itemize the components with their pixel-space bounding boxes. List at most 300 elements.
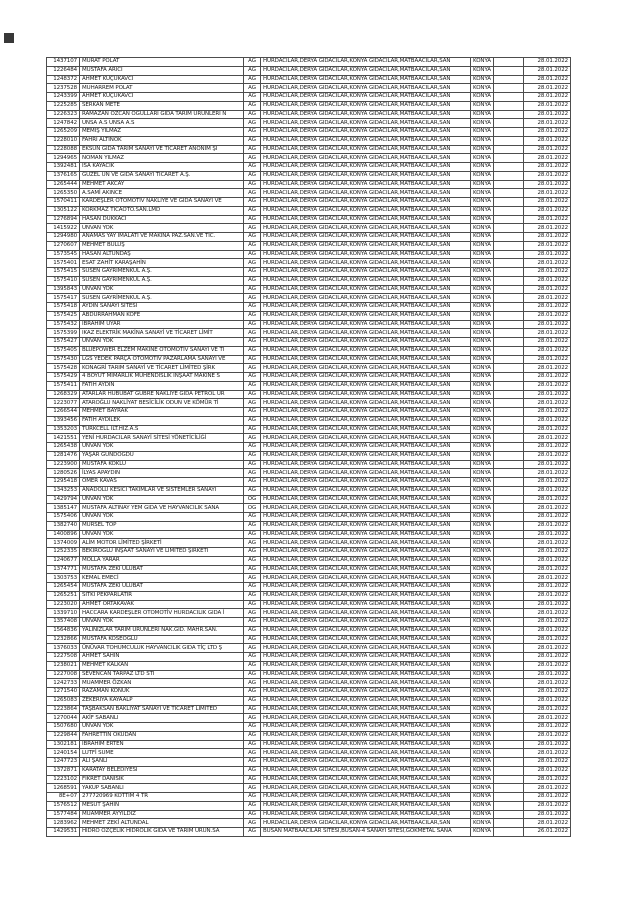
cell-code: AG — [244, 539, 261, 548]
cell-group: HURDACILAR,DERYA GIDACILAR,KONYA GIDACILAR,MATBAACILAR,SAN — [261, 259, 471, 268]
cell-code: AG — [244, 443, 261, 452]
cell-code: AG — [244, 749, 261, 758]
cell-city: KONYA — [471, 784, 494, 793]
cell-name: MEHMET KALKAN — [80, 661, 244, 670]
cell-code: AG — [244, 819, 261, 828]
cell-city: KONYA — [471, 110, 494, 119]
cell-code: AG — [244, 154, 261, 163]
cell-date: 28.01.2022 — [524, 451, 571, 460]
cell-name: UNSA A.S UNSA A.S — [80, 119, 244, 128]
cell-code: AG — [244, 259, 261, 268]
cell-extra — [494, 276, 524, 285]
cell-code: AG — [244, 679, 261, 688]
table-row — [47, 294, 571, 303]
cell-id: 1223020 — [47, 600, 80, 609]
cell-date: 28.01.2022 — [524, 723, 571, 732]
cell-date: 26.01.2022 — [524, 828, 571, 837]
cell-id: 1294965 — [47, 154, 80, 163]
cell-code: AG — [244, 390, 261, 399]
cell-city: KONYA — [471, 723, 494, 732]
cell-date: 28.01.2022 — [524, 469, 571, 478]
cell-id: 1240677 — [47, 556, 80, 565]
cell-extra — [494, 626, 524, 635]
cell-extra — [494, 198, 524, 207]
cell-group: HURDACILAR,DERYA GIDACILAR,KONYA GIDACILAR,MATBAACILAR,SAN — [261, 539, 471, 548]
cell-date: 28.01.2022 — [524, 819, 571, 828]
cell-name: MUSTAFA ZEKİ ULUBAT — [80, 583, 244, 592]
cell-name: ZEKERİYA KAYAALP — [80, 696, 244, 705]
cell-extra — [494, 285, 524, 294]
table-row — [47, 259, 571, 268]
cell-group: HURDACILAR,DERYA GIDACILAR,KONYA GIDACILAR,MATBAACILAR,SAN — [261, 399, 471, 408]
cell-city: KONYA — [471, 399, 494, 408]
cell-date: 28.01.2022 — [524, 591, 571, 600]
cell-extra — [494, 530, 524, 539]
cell-extra — [494, 416, 524, 425]
cell-name: BLUEPOWER ELZEM MAKİNE OTOMOTİV SANAYİ VE Tİ — [80, 346, 244, 355]
cell-extra — [494, 320, 524, 329]
cell-id: 1302181 — [47, 740, 80, 749]
cell-date: 28.01.2022 — [524, 801, 571, 810]
cell-group: HURDACILAR,DERYA GIDACILAR,KONYA GIDACILAR,MATBAACILAR,SAN — [261, 583, 471, 592]
cell-id: 1265350 — [47, 189, 80, 198]
cell-date: 28.01.2022 — [524, 198, 571, 207]
cell-name: AYDIN SANAYİ SİTESİ — [80, 303, 244, 312]
cell-extra — [494, 329, 524, 338]
cell-group: HURDACILAR,DERYA GIDACILAR,KONYA GIDACILAR,MATBAACILAR,SAN — [261, 276, 471, 285]
cell-city: KONYA — [471, 504, 494, 513]
cell-group: HURDACILAR,DERYA GIDACILAR,KONYA GIDACILAR,MATBAACILAR,SAN — [261, 206, 471, 215]
table-row — [47, 793, 571, 802]
cell-date: 28.01.2022 — [524, 399, 571, 408]
cell-date: 28.01.2022 — [524, 154, 571, 163]
cell-group: HURDACILAR,DERYA GIDACILAR,KONYA GIDACILAR,MATBAACILAR,SAN — [261, 469, 471, 478]
cell-group: HURDACILAR,DERYA GIDACILAR,KONYA GIDACILAR,MATBAACILAR,SAN — [261, 521, 471, 530]
cell-id: 1227508 — [47, 653, 80, 662]
cell-group: HURDACILAR,DERYA GIDACILAR,KONYA GIDACILAR,MATBAACILAR,SAN — [261, 626, 471, 635]
cell-group: HURDACILAR,DERYA GIDACILAR,KONYA GIDACILAR,MATBAACILAR,SAN — [261, 723, 471, 732]
cell-name: LGS YEDEK PARÇA OTOMOTİV PAZARLAMA SANAYİ VE — [80, 355, 244, 364]
cell-name: YALINIZLAR TARIM ÜRÜNLERİ NAK.GID. MAHR.SAN. — [80, 626, 244, 635]
cell-code: AG — [244, 381, 261, 390]
cell-extra — [494, 189, 524, 198]
cell-date: 28.01.2022 — [524, 285, 571, 294]
cell-date: 28.01.2022 — [524, 661, 571, 670]
cell-group: HURDACILAR,DERYA GIDACILAR,KONYA GIDACILAR,MATBAACILAR,SAN — [261, 758, 471, 767]
cell-code: AG — [244, 775, 261, 784]
cell-city: KONYA — [471, 661, 494, 670]
cell-date: 28.01.2022 — [524, 250, 571, 259]
cell-date: 28.01.2022 — [524, 679, 571, 688]
cell-group: HURDACILAR,DERYA GIDACILAR,KONYA GIDACILAR,MATBAACILAR,SAN — [261, 58, 471, 67]
cell-code: AG — [244, 145, 261, 154]
registry-table-body — [47, 58, 571, 837]
cell-name: UNVAN YOK — [80, 618, 244, 627]
cell-extra — [494, 670, 524, 679]
cell-group: HURDACILAR,DERYA GIDACILAR,KONYA GIDACILAR,MATBAACILAR,SAN — [261, 460, 471, 469]
cell-group: HURDACILAR,DERYA GIDACILAR,KONYA GIDACILAR,MATBAACILAR,SAN — [261, 705, 471, 714]
table-row — [47, 618, 571, 627]
cell-city: KONYA — [471, 775, 494, 784]
cell-city: KONYA — [471, 329, 494, 338]
cell-extra — [494, 268, 524, 277]
table-row — [47, 416, 571, 425]
table-row — [47, 513, 571, 522]
cell-code: AG — [244, 373, 261, 382]
cell-date: 28.01.2022 — [524, 495, 571, 504]
cell-extra — [494, 749, 524, 758]
cell-name: LUTFİ SUME — [80, 749, 244, 758]
cell-extra — [494, 259, 524, 268]
cell-extra — [494, 600, 524, 609]
cell-city: KONYA — [471, 583, 494, 592]
cell-date: 28.01.2022 — [524, 390, 571, 399]
cell-code: AG — [244, 714, 261, 723]
cell-name: TAŞBAKSAN BAKLİYAT SANAYİ VE TİCARET LİMİTED — [80, 705, 244, 714]
cell-extra — [494, 303, 524, 312]
cell-date: 28.01.2022 — [524, 364, 571, 373]
cell-extra — [494, 110, 524, 119]
cell-code: AG — [244, 705, 261, 714]
cell-date: 28.01.2022 — [524, 189, 571, 198]
cell-group: HURDACILAR,DERYA GIDACILAR,KONYA GIDACILAR,MATBAACILAR,SAN — [261, 338, 471, 347]
table-row — [47, 180, 571, 189]
cell-extra — [494, 548, 524, 557]
cell-group: HURDACILAR,DERYA GIDACILAR,KONYA GIDACILAR,MATBAACILAR,SAN — [261, 740, 471, 749]
cell-name: YENİ HURDACILAR SANAYİ SİTESİ YÖNETİCİLİĞİ — [80, 434, 244, 443]
cell-group: HURDACILAR,DERYA GIDACILAR,KONYA GIDACILAR,MATBAACILAR,SAN — [261, 661, 471, 670]
table-row — [47, 268, 571, 277]
cell-id: 1270607 — [47, 241, 80, 250]
table-row — [47, 626, 571, 635]
cell-id: 1225285 — [47, 101, 80, 110]
cell-date: 28.01.2022 — [524, 434, 571, 443]
cell-id: 1281476 — [47, 451, 80, 460]
cell-name: IKAZ ELEKTRİK MAKİNA SANAYİ VE TİCARET LİMİT — [80, 329, 244, 338]
cell-group: HURDACILAR,DERYA GIDACILAR,KONYA GIDACILAR,MATBAACILAR,SAN — [261, 364, 471, 373]
cell-name: HACCARA KARDEŞLER OTOMOTİV HURDACILIK GIDA İ — [80, 609, 244, 618]
cell-name: KARATAY BELEDİYESİ — [80, 766, 244, 775]
cell-date: 28.01.2022 — [524, 548, 571, 557]
cell-id: 1223900 — [47, 460, 80, 469]
cell-id: 1243399 — [47, 93, 80, 102]
cell-name: KORKMAZ TİCAOTO.SAN.LMD — [80, 206, 244, 215]
cell-city: KONYA — [471, 303, 494, 312]
cell-group: HURDACILAR,DERYA GIDACILAR,KONYA GIDACILAR,MATBAACILAR,SAN — [261, 180, 471, 189]
cell-code: AG — [244, 163, 261, 172]
cell-code: AG — [244, 828, 261, 837]
cell-city: KONYA — [471, 136, 494, 145]
cell-group: HURDACILAR,DERYA GIDACILAR,KONYA GIDACILAR,MATBAACILAR,SAN — [261, 714, 471, 723]
cell-code: AG — [244, 399, 261, 408]
cell-name: UNVAN YOK — [80, 338, 244, 347]
cell-city: KONYA — [471, 486, 494, 495]
cell-date: 28.01.2022 — [524, 478, 571, 487]
table-row — [47, 346, 571, 355]
cell-group: HURDACILAR,DERYA GIDACILAR,KONYA GIDACILAR,MATBAACILAR,SAN — [261, 390, 471, 399]
cell-id: 1575425 — [47, 311, 80, 320]
cell-id: 1247842 — [47, 119, 80, 128]
cell-code: AG — [244, 565, 261, 574]
cell-id: 1295418 — [47, 478, 80, 487]
cell-extra — [494, 128, 524, 137]
cell-name: MEHMET BAYRAK — [80, 408, 244, 417]
cell-code: AG — [244, 338, 261, 347]
table-row — [47, 828, 571, 837]
cell-code: AG — [244, 644, 261, 653]
cell-code: AG — [244, 591, 261, 600]
cell-date: 28.01.2022 — [524, 58, 571, 67]
cell-extra — [494, 460, 524, 469]
cell-date: 28.01.2022 — [524, 408, 571, 417]
cell-id: 1570411 — [47, 198, 80, 207]
cell-date: 28.01.2022 — [524, 574, 571, 583]
cell-extra — [494, 521, 524, 530]
cell-id: 1575405 — [47, 346, 80, 355]
table-row — [47, 119, 571, 128]
cell-id: 1339710 — [47, 609, 80, 618]
cell-id: 1575411 — [47, 381, 80, 390]
cell-code: AG — [244, 801, 261, 810]
cell-city: KONYA — [471, 268, 494, 277]
cell-city: KONYA — [471, 609, 494, 618]
table-row — [47, 688, 571, 697]
cell-code: AG — [244, 250, 261, 259]
cell-id: 1266544 — [47, 408, 80, 417]
cell-group: HURDACILAR,DERYA GIDACILAR,KONYA GIDACILAR,MATBAACILAR,SAN — [261, 425, 471, 434]
cell-id: 1575418 — [47, 303, 80, 312]
cell-group: HURDACILAR,DERYA GIDACILAR,KONYA GIDACILAR,MATBAACILAR,SAN — [261, 766, 471, 775]
cell-extra — [494, 233, 524, 242]
cell-id: 1392481 — [47, 163, 80, 172]
cell-id: 1303753 — [47, 574, 80, 583]
cell-extra — [494, 565, 524, 574]
table-row — [47, 775, 571, 784]
cell-id: 1575430 — [47, 355, 80, 364]
cell-date: 28.01.2022 — [524, 119, 571, 128]
cell-extra — [494, 478, 524, 487]
cell-name: YAKUP SABANLI — [80, 784, 244, 793]
cell-code: OG — [244, 504, 261, 513]
cell-city: KONYA — [471, 320, 494, 329]
cell-name: MUAMMER ÖZKAN — [80, 679, 244, 688]
cell-name: MUSTAFA KÖSEOĞLU — [80, 635, 244, 644]
table-row — [47, 714, 571, 723]
table-row — [47, 521, 571, 530]
cell-code: AG — [244, 66, 261, 75]
cell-date: 28.01.2022 — [524, 556, 571, 565]
cell-extra — [494, 740, 524, 749]
cell-id: 1575432 — [47, 320, 80, 329]
table-row — [47, 749, 571, 758]
cell-city: KONYA — [471, 758, 494, 767]
cell-extra — [494, 784, 524, 793]
cell-code: AG — [244, 180, 261, 189]
cell-date: 28.01.2022 — [524, 101, 571, 110]
cell-name: FAHRİ ALTINOK — [80, 136, 244, 145]
cell-name: ATAROĞLU NAKLİYAT BESİCİLİK ODUN VE KÖMÜR Tİ — [80, 399, 244, 408]
cell-id: 1226484 — [47, 66, 80, 75]
cell-name: İLYAS APAYDIN — [80, 469, 244, 478]
cell-name: MEHMET BULUŞ — [80, 241, 244, 250]
cell-city: KONYA — [471, 635, 494, 644]
table-row — [47, 451, 571, 460]
cell-group: HURDACILAR,DERYA GIDACILAR,KONYA GIDACILAR,MATBAACILAR,SAN — [261, 268, 471, 277]
cell-extra — [494, 346, 524, 355]
cell-id: 1271540 — [47, 688, 80, 697]
cell-date: 28.01.2022 — [524, 163, 571, 172]
cell-extra — [494, 145, 524, 154]
table-row — [47, 399, 571, 408]
cell-code: AG — [244, 215, 261, 224]
cell-group: HURDACILAR,DERYA GIDACILAR,KONYA GIDACILAR,MATBAACILAR,SAN — [261, 565, 471, 574]
cell-date: 28.01.2022 — [524, 758, 571, 767]
cell-city: KONYA — [471, 58, 494, 67]
cell-name: KEMAL EMECİ — [80, 574, 244, 583]
cell-extra — [494, 224, 524, 233]
table-row — [47, 539, 571, 548]
cell-date: 28.01.2022 — [524, 626, 571, 635]
cell-id: 1374009 — [47, 539, 80, 548]
table-row — [47, 233, 571, 242]
cell-code: AG — [244, 793, 261, 802]
table-row — [47, 171, 571, 180]
cell-code: AG — [244, 189, 261, 198]
cell-extra — [494, 688, 524, 697]
table-row — [47, 723, 571, 732]
cell-city: KONYA — [471, 119, 494, 128]
cell-extra — [494, 828, 524, 837]
cell-extra — [494, 486, 524, 495]
table-row — [47, 84, 571, 93]
cell-group: HURDACILAR,DERYA GIDACILAR,KONYA GIDACILAR,MATBAACILAR,SAN — [261, 93, 471, 102]
cell-date: 28.01.2022 — [524, 521, 571, 530]
cell-group: HURDACILAR,DERYA GIDACILAR,KONYA GIDACILAR,MATBAACILAR,SAN — [261, 101, 471, 110]
cell-code: AG — [244, 766, 261, 775]
cell-city: KONYA — [471, 250, 494, 259]
cell-city: KONYA — [471, 521, 494, 530]
cell-id: 1229844 — [47, 731, 80, 740]
cell-city: KONYA — [471, 478, 494, 487]
cell-date: 28.01.2022 — [524, 128, 571, 137]
cell-code: AG — [244, 311, 261, 320]
cell-city: KONYA — [471, 810, 494, 819]
table-row — [47, 373, 571, 382]
cell-extra — [494, 696, 524, 705]
cell-code: AG — [244, 285, 261, 294]
cell-extra — [494, 66, 524, 75]
cell-date: 28.01.2022 — [524, 110, 571, 119]
cell-extra — [494, 539, 524, 548]
cell-id: 1238021 — [47, 661, 80, 670]
cell-name: AHMET KÜÇÜKAVCI — [80, 75, 244, 84]
cell-id: 1283962 — [47, 819, 80, 828]
cell-group: HURDACILAR,DERYA GIDACILAR,KONYA GIDACILAR,MATBAACILAR,SAN — [261, 504, 471, 513]
cell-group: HURDACILAR,DERYA GIDACILAR,KONYA GIDACILAR,MATBAACILAR,SAN — [261, 163, 471, 172]
cell-extra — [494, 206, 524, 215]
cell-code: AG — [244, 84, 261, 93]
table-row — [47, 434, 571, 443]
cell-group: HURDACILAR,DERYA GIDACILAR,KONYA GIDACILAR,MATBAACILAR,SAN — [261, 731, 471, 740]
cell-group: HURDACILAR,DERYA GIDACILAR,KONYA GIDACILAR,MATBAACILAR,SAN — [261, 486, 471, 495]
cell-id: 1353203 — [47, 425, 80, 434]
table-row — [47, 110, 571, 119]
cell-code: AG — [244, 276, 261, 285]
cell-city: KONYA — [471, 416, 494, 425]
cell-id: 1575415 — [47, 268, 80, 277]
cell-extra — [494, 618, 524, 627]
table-row — [47, 66, 571, 75]
cell-name: İBRAHİM UYAR — [80, 320, 244, 329]
cell-group: HURDACILAR,DERYA GIDACILAR,KONYA GIDACILAR,MATBAACILAR,SAN — [261, 224, 471, 233]
cell-city: KONYA — [471, 653, 494, 662]
cell-name: ALİM MOTOR LİMİTED ŞİRKETİ — [80, 539, 244, 548]
table-row — [47, 93, 571, 102]
cell-date: 28.01.2022 — [524, 731, 571, 740]
cell-code: AG — [244, 486, 261, 495]
cell-name: İSA KAYACIK — [80, 163, 244, 172]
cell-extra — [494, 408, 524, 417]
cell-city: KONYA — [471, 513, 494, 522]
cell-city: KONYA — [471, 171, 494, 180]
cell-city: KONYA — [471, 373, 494, 382]
cell-city: KONYA — [471, 66, 494, 75]
cell-name: SUSEN GAYRİMENKUL A.Ş. — [80, 276, 244, 285]
cell-date: 28.01.2022 — [524, 565, 571, 574]
cell-code: AG — [244, 241, 261, 250]
cell-id: 1374771 — [47, 565, 80, 574]
cell-group: HURDACILAR,DERYA GIDACILAR,KONYA GIDACILAR,MATBAACILAR,SAN — [261, 784, 471, 793]
cell-id: 1223864 — [47, 705, 80, 714]
cell-group: HURDACILAR,DERYA GIDACILAR,KONYA GIDACILAR,MATBAACILAR,SAN — [261, 696, 471, 705]
cell-extra — [494, 723, 524, 732]
cell-group: HURDACILAR,DERYA GIDACILAR,KONYA GIDACILAR,MATBAACILAR,SAN — [261, 749, 471, 758]
cell-group: HURDACILAR,DERYA GIDACILAR,KONYA GIDACILAR,MATBAACILAR,SAN — [261, 320, 471, 329]
cell-extra — [494, 635, 524, 644]
cell-code: AG — [244, 434, 261, 443]
cell-id: 1343253 — [47, 486, 80, 495]
cell-city: KONYA — [471, 670, 494, 679]
cell-id: 1228010 — [47, 136, 80, 145]
table-row — [47, 329, 571, 338]
table-row — [47, 364, 571, 373]
cell-group: BÜSAN MATBAACILAR SİTESİ,BÜSAN-4 SANAYİ SİTESİ,GÖKMETAL SANA — [261, 828, 471, 837]
cell-group: HURDACILAR,DERYA GIDACILAR,KONYA GIDACILAR,MATBAACILAR,SAN — [261, 793, 471, 802]
cell-extra — [494, 180, 524, 189]
cell-code: AG — [244, 478, 261, 487]
cell-name: FATİH AYDİLEK — [80, 416, 244, 425]
table-row — [47, 101, 571, 110]
cell-city: KONYA — [471, 93, 494, 102]
cell-id: 1247723 — [47, 758, 80, 767]
cell-group: HURDACILAR,DERYA GIDACILAR,KONYA GIDACILAR,MATBAACILAR,SAN — [261, 136, 471, 145]
cell-group: HURDACILAR,DERYA GIDACILAR,KONYA GIDACILAR,MATBAACILAR,SAN — [261, 495, 471, 504]
cell-name: UNVAN YOK — [80, 530, 244, 539]
cell-group: HURDACILAR,DERYA GIDACILAR,KONYA GIDACILAR,MATBAACILAR,SAN — [261, 530, 471, 539]
cell-name: MEHMET ZEKİ ALTUNDAL — [80, 819, 244, 828]
cell-extra — [494, 758, 524, 767]
cell-group: HURDACILAR,DERYA GIDACILAR,KONYA GIDACILAR,MATBAACILAR,SAN — [261, 171, 471, 180]
table-row — [47, 469, 571, 478]
table-row — [47, 583, 571, 592]
table-row — [47, 784, 571, 793]
cell-date: 28.01.2022 — [524, 600, 571, 609]
cell-extra — [494, 399, 524, 408]
cell-code: AG — [244, 224, 261, 233]
cell-id: 1395843 — [47, 285, 80, 294]
cell-id: 1280526 — [47, 469, 80, 478]
table-row — [47, 425, 571, 434]
